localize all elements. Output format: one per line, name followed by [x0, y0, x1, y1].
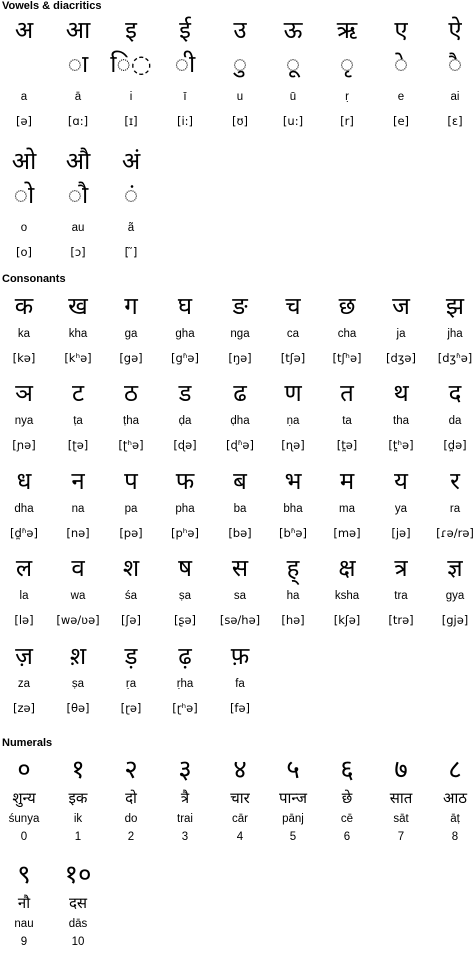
consonant-ipa: [bʱə] [279, 526, 307, 540]
consonant-romanization: za [17, 678, 31, 690]
consonant-ipa: [tʃʰə] [332, 351, 362, 365]
consonant-letter: ङ [232, 292, 248, 320]
vowel-ipa: [ɪ] [124, 114, 138, 128]
consonant-ipa: [trə] [388, 613, 414, 627]
consonant-romanization: ṣa [178, 590, 192, 602]
vowel-romanization: ai [450, 91, 460, 103]
numeral-romanization: dās [68, 918, 88, 930]
numeral-word: शुन्य [12, 789, 36, 807]
consonant-ipa: [fə] [229, 701, 251, 715]
consonant-ipa: [d̪ə] [443, 438, 467, 452]
consonant-letter: ग [124, 292, 138, 320]
vowels-section-title: Vowels & diacritics [2, 0, 102, 12]
consonant-ipa: [d̪ʱə] [10, 526, 38, 540]
consonant-ipa: [dʒə] [386, 351, 416, 365]
consonant-ipa: [t̪ə] [336, 438, 358, 452]
vowel-diacritic: ◌ौ [67, 181, 89, 209]
numeral-digit: ७ [394, 755, 408, 785]
vowel-ipa: [e] [392, 114, 410, 128]
vowel-letter: ई [179, 16, 191, 44]
vowel-letter: ऐ [448, 16, 462, 44]
consonant-romanization: ya [394, 503, 408, 515]
vowel-ipa: [ʊ] [231, 114, 249, 128]
consonant-letter: च [285, 292, 301, 320]
vowel-letter: इ [125, 16, 137, 44]
consonant-letter: ज [392, 292, 410, 320]
vowel-letter: ऊ [283, 16, 303, 44]
numeral-value: 10 [71, 936, 85, 948]
numerals-section-title: Numerals [2, 737, 53, 749]
consonants-section-title: Consonants [2, 273, 66, 285]
vowel-romanization: ā [74, 91, 82, 103]
consonant-romanization: ḍha [230, 415, 250, 427]
consonant-ipa: [ʈə] [67, 438, 89, 452]
numeral-word: दो [125, 789, 137, 807]
consonant-romanization: ṛa [125, 678, 137, 690]
vowel-letter: उ [233, 16, 247, 44]
consonant-romanization: dha [14, 503, 34, 515]
vowel-ipa: [ɛ] [447, 114, 463, 128]
consonant-ipa: [pə] [119, 526, 143, 540]
consonant-letter: ड [178, 379, 192, 407]
consonant-ipa: [pʰə] [171, 526, 199, 540]
vowel-letter: आ [65, 16, 91, 44]
numeral-word: चार [230, 789, 250, 807]
consonant-romanization: ma [339, 503, 355, 515]
consonant-romanization: fa [235, 678, 245, 690]
consonant-letter: त [340, 379, 354, 407]
vowel-romanization: au [71, 222, 85, 234]
consonant-letter: प [124, 467, 138, 495]
vowel-romanization: u [236, 91, 244, 103]
numeral-value: 8 [451, 831, 459, 843]
numeral-romanization: trai [177, 813, 193, 825]
consonant-ipa: [kʰə] [64, 351, 92, 365]
numeral-word: छे [341, 789, 353, 807]
vowel-romanization: i [129, 91, 133, 103]
numeral-word: दस [68, 894, 88, 912]
numeral-romanization: śunya [8, 813, 40, 825]
consonant-ipa: [bə] [228, 526, 252, 540]
consonant-letter: क [14, 292, 34, 320]
consonant-letter: भ [284, 467, 302, 495]
consonant-romanization: bha [283, 503, 303, 515]
consonant-letter: ढ [233, 379, 247, 407]
numeral-digit: ८ [448, 755, 462, 785]
consonant-romanization: tra [394, 590, 408, 602]
vowel-ipa: [ɑ:] [67, 114, 89, 128]
consonant-ipa: [gjə] [441, 613, 469, 627]
consonant-romanization: ga [124, 328, 138, 340]
vowel-diacritic: ◌ो [13, 181, 35, 209]
consonant-romanization: ṛha [176, 678, 194, 690]
consonant-ipa: [gə] [119, 351, 143, 365]
consonant-ipa: [t̪ʰə] [388, 438, 414, 452]
numeral-digit: ६ [340, 755, 354, 785]
numeral-value: 0 [20, 831, 28, 843]
numeral-value: 9 [20, 936, 28, 948]
numeral-digit: १० [64, 860, 92, 890]
numeral-romanization: sāt [393, 813, 409, 825]
numeral-value: 3 [181, 831, 189, 843]
vowel-romanization: o [20, 222, 28, 234]
consonant-romanization: na [71, 503, 85, 515]
numeral-digit: ४ [233, 755, 247, 785]
consonant-letter: ठ [124, 379, 138, 407]
vowel-letter: ए [394, 16, 408, 44]
numeral-word: सात [389, 789, 413, 807]
consonant-ipa: [ɽə] [120, 701, 142, 715]
consonant-ipa: [ŋə] [228, 351, 252, 365]
consonant-letter: झ [445, 292, 465, 320]
vowel-ipa: [ ̃] [124, 245, 138, 259]
consonant-ipa: [ɲə] [12, 438, 36, 452]
consonant-romanization: gha [175, 328, 195, 340]
numeral-romanization: cē [340, 813, 354, 825]
numeral-romanization: pānj [282, 813, 304, 825]
consonant-letter: ज़ [15, 642, 33, 670]
consonant-romanization: ba [233, 503, 247, 515]
vowel-romanization: e [397, 91, 405, 103]
vowel-letter: अं [121, 147, 141, 175]
consonant-romanization: ṇa [286, 415, 300, 427]
numeral-value: 2 [127, 831, 135, 843]
numeral-romanization: do [124, 813, 138, 825]
consonant-romanization: ksha [334, 590, 360, 602]
consonant-ipa: [ʈʰə] [118, 438, 144, 452]
consonant-letter: श [122, 554, 140, 582]
consonant-ipa: [hə] [281, 613, 305, 627]
consonant-romanization: ha [286, 590, 300, 602]
vowel-diacritic: ◌ृ [339, 50, 355, 78]
vowel-ipa: [i:] [176, 114, 194, 128]
consonant-letter: घ [177, 292, 193, 320]
consonant-ipa: [ɖə] [173, 438, 197, 452]
consonant-romanization: pa [124, 503, 138, 515]
consonant-romanization: da [448, 415, 462, 427]
consonant-ipa: [dʒʱə] [437, 351, 473, 365]
vowel-diacritic: ि◌ [110, 50, 152, 78]
consonant-letter: ल [15, 554, 33, 582]
consonant-letter: फ [175, 467, 195, 495]
consonant-romanization: gya [445, 590, 465, 602]
vowel-ipa: [r] [340, 114, 354, 128]
consonant-letter: क्ष [338, 554, 356, 582]
numeral-value: 7 [397, 831, 405, 843]
consonant-letter: ह् [286, 554, 300, 582]
consonant-ipa: [gʱə] [171, 351, 199, 365]
vowel-romanization: ã [127, 222, 135, 234]
numeral-value: 5 [289, 831, 297, 843]
vowel-ipa: [ɔ] [70, 245, 86, 259]
vowel-ipa: [u:] [282, 114, 304, 128]
consonant-letter: ढ़ [178, 642, 192, 670]
numeral-romanization: āṭ [450, 813, 460, 825]
consonant-romanization: ra [449, 503, 461, 515]
consonant-ipa: [tʃə] [280, 351, 306, 365]
consonant-letter: र [450, 467, 460, 495]
consonant-letter: छ [338, 292, 356, 320]
consonant-romanization: jha [447, 328, 463, 340]
consonant-letter: ष [178, 554, 192, 582]
vowel-romanization: a [20, 91, 28, 103]
vowel-romanization: ū [289, 91, 297, 103]
consonant-romanization: śa [124, 590, 138, 602]
consonant-ipa: [wə/ʋə] [56, 613, 100, 627]
vowel-ipa: [o] [15, 245, 32, 259]
consonant-romanization: la [19, 590, 29, 602]
consonant-letter: ज्ञ [447, 554, 463, 582]
consonant-romanization: ca [286, 328, 300, 340]
consonant-romanization: nga [230, 328, 250, 340]
consonant-romanization: ḍa [178, 415, 192, 427]
numeral-digit: ० [17, 755, 31, 785]
consonant-letter: त्र [394, 554, 408, 582]
vowel-ipa: [ə] [15, 114, 33, 128]
numeral-word: त्रै [180, 789, 190, 807]
consonant-letter: ण [284, 379, 302, 407]
consonant-ipa: [ʃə] [121, 613, 141, 627]
consonant-ipa: [ɾə/rə] [436, 526, 474, 540]
numeral-value: 4 [236, 831, 244, 843]
vowel-diacritic: ◌े [393, 50, 409, 78]
consonant-romanization: ṭa [73, 415, 83, 427]
consonant-letter: य [394, 467, 408, 495]
consonant-ipa: [lə] [14, 613, 34, 627]
consonant-ipa: [ʂə] [173, 613, 197, 627]
consonant-letter: न [71, 467, 85, 495]
numeral-romanization: nau [14, 918, 34, 930]
consonant-romanization: ka [17, 328, 31, 340]
numeral-word: इक [68, 789, 88, 807]
vowel-diacritic: ◌ै [447, 50, 463, 78]
consonant-letter: ञ [15, 379, 33, 407]
consonant-letter: द [448, 379, 462, 407]
vowel-letter: ओ [11, 147, 37, 175]
consonant-ipa: [θə] [66, 701, 90, 715]
numeral-value: 1 [74, 831, 82, 843]
numeral-word: नौ [17, 894, 31, 912]
consonant-letter: ख [68, 292, 88, 320]
vowel-letter: ऋ [336, 16, 358, 44]
vowel-diacritic: ◌ी [174, 50, 196, 78]
consonant-letter: ड़ [124, 642, 138, 670]
numeral-word: पान्ज [278, 789, 307, 807]
consonant-ipa: [mə] [333, 526, 361, 540]
consonant-ipa: [sə/hə] [219, 613, 261, 627]
numeral-romanization: ik [73, 813, 83, 825]
consonant-letter: फ़ [230, 642, 250, 670]
consonant-romanization: kha [68, 328, 88, 340]
consonant-letter: स [231, 554, 249, 582]
consonant-ipa: [nə] [66, 526, 90, 540]
vowel-romanization: ṛ [345, 91, 349, 103]
vowel-diacritic: ◌ु [232, 50, 248, 78]
consonant-romanization: ṭha [123, 415, 139, 427]
consonant-ipa: [zə] [12, 701, 36, 715]
consonant-romanization: ṣa [71, 678, 85, 690]
consonant-letter: व [71, 554, 85, 582]
consonant-ipa: [jə] [391, 526, 411, 540]
numeral-word: आठ [442, 789, 468, 807]
consonant-letter: थ [393, 379, 409, 407]
vowel-diacritic: ◌ं [123, 181, 139, 209]
consonant-letter: ध [16, 467, 32, 495]
consonant-romanization: sa [233, 590, 247, 602]
numeral-value: 6 [343, 831, 351, 843]
vowel-letter: औ [65, 147, 91, 175]
numeral-digit: ३ [178, 755, 192, 785]
numeral-digit: ५ [286, 755, 300, 785]
consonant-romanization: ta [342, 415, 352, 427]
consonant-ipa: [ɳə] [281, 438, 305, 452]
consonant-letter: म [339, 467, 355, 495]
numeral-digit: १ [71, 755, 85, 785]
consonant-romanization: ja [396, 328, 406, 340]
vowel-letter: अ [14, 16, 34, 44]
vowel-diacritic: ◌ा [67, 50, 89, 78]
consonant-romanization: nya [14, 415, 34, 427]
numeral-romanization: cār [232, 813, 248, 825]
consonant-ipa: [ɽʰə] [172, 701, 198, 715]
numeral-digit: ९ [17, 860, 31, 890]
consonant-letter: ट [71, 379, 85, 407]
consonant-romanization: pha [175, 503, 195, 515]
consonant-romanization: tha [393, 415, 409, 427]
consonant-romanization: wa [70, 590, 86, 602]
consonant-ipa: [ɖʱə] [226, 438, 254, 452]
consonant-ipa: [kʃə] [333, 613, 361, 627]
vowel-romanization: ī [183, 91, 187, 103]
consonant-letter: ब [233, 467, 247, 495]
consonant-ipa: [kə] [12, 351, 36, 365]
consonant-letter: श़ [69, 642, 87, 670]
consonant-romanization: cha [337, 328, 357, 340]
numeral-digit: २ [124, 755, 138, 785]
vowel-diacritic: ◌ू [285, 50, 301, 78]
